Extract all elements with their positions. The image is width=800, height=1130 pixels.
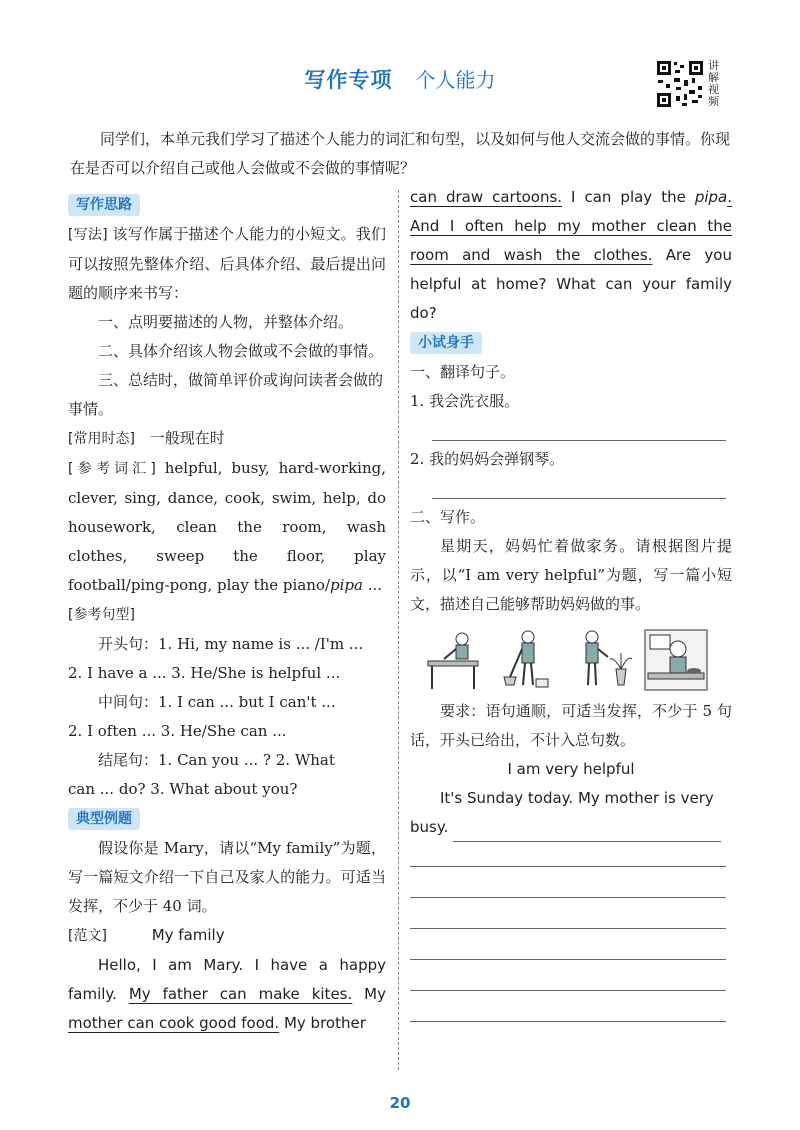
vocab-paragraph: [68, 454, 386, 600]
watering-plant-picture: [570, 629, 634, 691]
qr-label: 讲解视频: [708, 59, 719, 108]
opening-line-1: 开头句：1. Hi, my name is ... /I'm ...: [98, 635, 364, 653]
cont-c: pipa: [694, 188, 728, 206]
method-tag: [写法]: [68, 227, 108, 243]
sweeping-floor-picture: [496, 629, 560, 691]
step-2: 二、具体介绍该人物会做或不会做的事情。: [98, 342, 384, 360]
section-badge-practice: 小试身手: [410, 332, 482, 354]
method-text: 该写作属于描述个人能力的小短文。我们可以按照先整体介绍、后具体介绍、最后提出问题的顺序来书写：: [68, 225, 386, 302]
model-essay-paragraph: [68, 951, 386, 1038]
cont-a: can draw cartoons.: [410, 188, 563, 206]
middle-line-2: 2. I often ... 3. He/She can ...: [68, 722, 287, 740]
essay-title: I am very helpful: [507, 760, 635, 778]
page-number: 20: [389, 1094, 411, 1112]
intro-paragraph: 同学们，本单元我们学习了描述个人能力的词汇和句型，以及如何与他人交流会做的事情。你现在是否可以介绍自己或他人会做或不会做的事情呢？: [70, 130, 731, 177]
model-text-b: My father can make kites.: [128, 985, 353, 1003]
task-writing-heading: 二、写作。: [410, 508, 486, 526]
model-title: My family: [151, 926, 225, 944]
column-divider: [398, 190, 399, 1070]
essay-answer-line-5[interactable]: [410, 966, 726, 991]
model-text-d: mother can cook good food.: [68, 1014, 280, 1032]
tense-text: 一般现在时: [149, 429, 225, 447]
essay-start-line-2: [410, 813, 732, 842]
model-text-c: My: [352, 985, 386, 1003]
model-tag: [范文]: [68, 928, 107, 944]
kitchen-cooking-picture: [644, 629, 708, 691]
task-translate-heading: 一、翻译句子。: [410, 363, 516, 381]
section-badge-writing-ideas: 写作思路: [68, 194, 140, 216]
ending-line-2: can ... do? 3. What about you?: [68, 780, 298, 798]
title-sub: 个人能力: [415, 68, 496, 92]
writing-prompt: 星期天，妈妈忙着做家务。请根据图片提示，以“I am very helpful”为题，写一篇小短文，描述自己能够帮助妈妈做的事。: [410, 537, 732, 613]
title-main: 写作专项: [304, 68, 393, 92]
writing-requirements: 要求：语句通顺，可适当发挥，不少于 5 句话，开头已给出，不计入总句数。: [410, 702, 732, 749]
vocab-italic: pipa: [330, 576, 363, 594]
essay-answer-line-2[interactable]: [410, 873, 726, 898]
ending-line-1: 结尾句：1. Can you ... ? 2. What: [98, 751, 335, 769]
essay-answer-line-1[interactable]: [410, 842, 726, 867]
tense-row: [68, 424, 386, 454]
essay-answer-line-0[interactable]: [453, 823, 721, 842]
picture-prompts: [422, 627, 732, 691]
answer-line-2[interactable]: [432, 474, 726, 499]
method-paragraph: [68, 220, 386, 308]
cont-d: . And I often help my mother clean the room and wash the clothes.: [410, 188, 733, 264]
essay-start-line: It's Sunday today. My mother is very: [440, 789, 714, 807]
essay-answer-line-3[interactable]: [410, 904, 726, 929]
vocab-tag: [参考词汇]: [68, 461, 156, 477]
model-text-e: My brother: [279, 1014, 366, 1032]
cleaning-table-picture: [422, 629, 486, 691]
step-1: 一、点明要描述的人物，并整体介绍。: [98, 313, 354, 331]
right-column: [410, 183, 732, 1022]
tense-tag: [常用时态]: [68, 431, 135, 447]
left-column: [68, 190, 386, 1038]
essay-answer-line-6[interactable]: [410, 997, 726, 1022]
sentence-tag-row: [68, 600, 386, 630]
sentence-tag: [参考句型]: [68, 607, 135, 623]
model-essay-continued: [410, 183, 732, 328]
cont-e: Are you helpful at home? What can your family do?: [410, 246, 732, 322]
example-prompt: 假设你是 Mary，请以“My family”为题，写一篇短文介绍一下自己及家人的能力。可适当发挥，不少于 40 词。: [68, 839, 386, 915]
section-badge-example: 典型例题: [68, 808, 140, 830]
answer-line-1[interactable]: [432, 416, 726, 441]
middle-line-1: 中间句：1. I can ... but I can't ...: [98, 693, 336, 711]
essay-answer-line-4[interactable]: [410, 935, 726, 960]
step-3: 三、总结时，做简单评价或询问读者会做的事情。: [68, 371, 384, 418]
vocab-end: ...: [362, 576, 383, 594]
qr-code-icon[interactable]: [656, 60, 704, 108]
model-title-row: [68, 921, 386, 951]
vocab-text: helpful, busy, hard-working, clever, sing, dance, cook, swim, help, do housework, clean the room, wash clothes, sweep the floor, play football/ping-pong, play the piano/: [68, 459, 386, 594]
cont-b: I can play the: [562, 188, 695, 206]
essay-start-word: busy.: [410, 818, 449, 836]
translate-item-1: 1. 我会洗衣服。: [410, 392, 520, 410]
opening-line-2: 2. I have a ... 3. He/She is helpful ...: [68, 664, 341, 682]
translate-item-2: 2. 我的妈妈会弹钢琴。: [410, 450, 565, 468]
model-text-a: Hello, I am Mary. I have a happy family.: [68, 956, 386, 1003]
